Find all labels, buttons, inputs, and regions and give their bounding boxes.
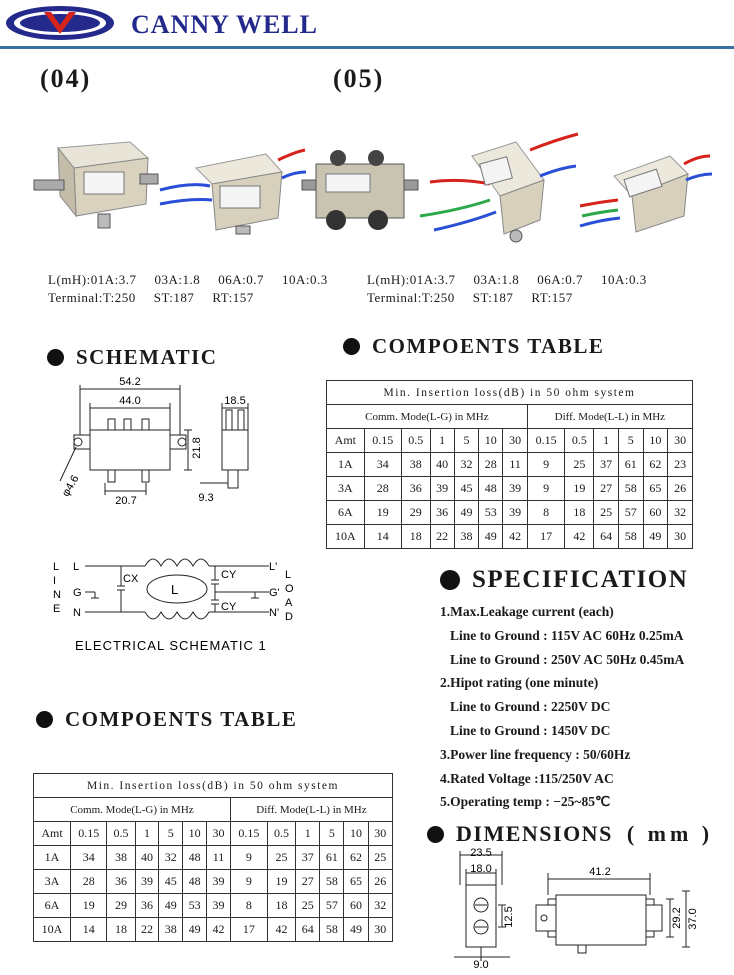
table-cell: 48 — [183, 846, 207, 870]
spec-value: ST:187 — [472, 290, 514, 305]
table-cell: 58 — [618, 525, 643, 549]
table-cell: 49 — [643, 525, 668, 549]
table-cell: 19 — [267, 870, 295, 894]
spec-item: Line to Ground : 2250V DC — [450, 699, 611, 715]
cx-label: CX — [123, 573, 139, 585]
table-cell: 30 — [668, 429, 693, 453]
table-cell: 30 — [668, 525, 693, 549]
table-cell: 38 — [401, 453, 430, 477]
terminal-g: G — [73, 587, 82, 599]
table-cell: 53 — [479, 501, 503, 525]
heading-text: SPECIFICATION — [472, 566, 689, 593]
table-cell: 30 — [207, 822, 231, 846]
heading-text: COMPOENTS TABLE — [372, 334, 605, 358]
heading-unit: ( mm ) — [626, 821, 714, 846]
load-letter: D — [285, 611, 293, 623]
spec-item: Line to Ground : 250V AC 50Hz 0.45mA — [450, 651, 685, 667]
table-header-row — [327, 429, 693, 453]
table-cell: 57 — [320, 894, 344, 918]
heading-dimensions — [427, 821, 713, 847]
table-cell: 28 — [479, 453, 503, 477]
table-cell: 30 — [368, 918, 392, 942]
table-cell: 26 — [668, 477, 693, 501]
table-mode-row — [327, 405, 693, 429]
table-cell: 27 — [594, 477, 619, 501]
table-cell: Amt — [34, 822, 71, 846]
table-cell: 9 — [230, 870, 267, 894]
electrical-caption: ELECTRICAL SCHEMATIC 1 — [75, 638, 267, 653]
spec-value: RT:157 — [531, 290, 573, 305]
table-cell: 17 — [527, 525, 565, 549]
table-cell: 32 — [668, 501, 693, 525]
dim-label: 37.0 — [687, 908, 699, 930]
spec-item: 3.Power line frequency : 50/60Hz — [440, 746, 631, 762]
table-cell: 9 — [527, 477, 565, 501]
spec-line-left-1 — [48, 272, 346, 288]
table-cell: 39 — [503, 501, 527, 525]
table-title-row — [34, 774, 393, 798]
dim-label: 9.0 — [473, 959, 489, 971]
header-rule — [0, 46, 734, 49]
table-row — [327, 501, 693, 525]
table-cell: Min. Insertion loss(dB) in 50 ohm system — [34, 774, 393, 798]
table-cell: Diff. Mode(L-L) in MHz — [527, 405, 692, 429]
bullet-icon — [343, 338, 360, 355]
table-cell: 64 — [296, 918, 320, 942]
brand-logo — [4, 4, 116, 42]
table-cell: 45 — [159, 870, 183, 894]
spec-value: 03A:1.8 — [473, 272, 520, 287]
spec-value: L(mH):01A:3.7 — [48, 272, 137, 287]
dim-label: 18.0 — [470, 863, 492, 875]
table-cell: 19 — [565, 477, 594, 501]
table-cell: 25 — [594, 501, 619, 525]
spec-item: 1.Max.Leakage current (each) — [440, 604, 614, 619]
dim-label: 9.3 — [198, 492, 214, 504]
table-cell: 32 — [368, 894, 392, 918]
filter-photo-1 — [34, 142, 158, 228]
table-cell: 65 — [344, 870, 368, 894]
heading-text: DIMENSIONS — [456, 821, 613, 846]
specification-list — [440, 600, 684, 814]
dim-label: 20.7 — [115, 495, 137, 507]
heading-components-bottom — [36, 707, 297, 732]
table-cell: 49 — [479, 525, 503, 549]
line-letter: N — [53, 589, 61, 601]
product-photos — [20, 120, 720, 270]
terminal-gp: G' — [269, 587, 280, 599]
table-cell: 1 — [296, 822, 320, 846]
table-cell: 10A — [327, 525, 365, 549]
table-cell: 39 — [135, 870, 159, 894]
table-cell: 60 — [643, 501, 668, 525]
bullet-icon — [427, 826, 444, 843]
terminal-l: L — [73, 561, 80, 573]
dim-label: 12.5 — [503, 906, 515, 928]
table-cell: 10 — [344, 822, 368, 846]
table-cell: 10A — [34, 918, 71, 942]
table-cell: 38 — [107, 846, 135, 870]
table-cell: 40 — [135, 846, 159, 870]
cy2-label: CY — [221, 601, 237, 613]
spec-item: 2.Hipot rating (one minute) — [440, 675, 599, 691]
bullet-icon — [440, 570, 460, 590]
table-cell: 19 — [364, 501, 401, 525]
table-cell: 18 — [565, 501, 594, 525]
cy1-label: CY — [221, 569, 237, 581]
table-cell: 57 — [618, 501, 643, 525]
spec-value: 03A:1.8 — [154, 272, 201, 287]
dim-label: 44.0 — [119, 395, 141, 407]
table-cell: 58 — [320, 870, 344, 894]
load-letter: O — [285, 583, 294, 595]
spec-value: L(mH):01A:3.7 — [367, 272, 456, 287]
table-cell: 48 — [183, 870, 207, 894]
table-cell: 36 — [135, 894, 159, 918]
table-cell: 39 — [503, 477, 527, 501]
table-cell: 25 — [565, 453, 594, 477]
table-cell: 9 — [230, 846, 267, 870]
table-cell: 42 — [267, 918, 295, 942]
terminal-n: N — [73, 607, 81, 619]
coil-label: L — [171, 582, 179, 597]
table-cell: 39 — [207, 870, 231, 894]
dim-label: 54.2 — [119, 376, 141, 388]
dim-label: 41.2 — [589, 866, 611, 878]
table-cell: 25 — [368, 846, 392, 870]
table-cell: 14 — [70, 918, 106, 942]
spec-line-left-2 — [48, 290, 272, 306]
table-cell: 53 — [183, 894, 207, 918]
table-cell: 5 — [454, 429, 478, 453]
table-cell: 28 — [364, 477, 401, 501]
table-cell: 49 — [159, 894, 183, 918]
components-table-top — [326, 380, 693, 549]
spec-value: 10A:0.3 — [600, 272, 647, 287]
table-cell: 58 — [618, 477, 643, 501]
table-cell: 42 — [503, 525, 527, 549]
dim-label: 23.5 — [470, 847, 492, 859]
bullet-icon — [36, 711, 53, 728]
table-cell: 5 — [159, 822, 183, 846]
dim-label: φ4.6 — [59, 473, 82, 499]
table-cell: 32 — [159, 846, 183, 870]
table-cell: 3A — [327, 477, 365, 501]
dim-label: 21.8 — [191, 437, 203, 459]
table-cell: 8 — [527, 501, 565, 525]
table-cell: 62 — [643, 453, 668, 477]
table-cell: 64 — [594, 525, 619, 549]
model-05-label: (05) — [333, 64, 385, 93]
line-letter: L — [53, 561, 60, 573]
spec-line-right-1 — [367, 272, 665, 288]
spec-item: Line to Ground : 1450V DC — [450, 722, 611, 738]
table-cell: 11 — [207, 846, 231, 870]
table-cell: 61 — [618, 453, 643, 477]
table-cell: 30 — [368, 822, 392, 846]
brand-name: CANNY WELL — [131, 10, 318, 39]
spec-value: 10A:0.3 — [281, 272, 328, 287]
heading-text: SCHEMATIC — [76, 345, 218, 369]
dim-label: 29.2 — [671, 907, 683, 929]
table-cell: 18 — [267, 894, 295, 918]
table-cell: 32 — [454, 453, 478, 477]
terminal-lp: L' — [269, 561, 278, 573]
table-cell: Comm. Mode(L-G) in MHz — [34, 798, 231, 822]
table-cell: 61 — [320, 846, 344, 870]
table-row — [34, 846, 393, 870]
heading-specification — [440, 566, 688, 594]
table-cell: Min. Insertion loss(dB) in 50 ohm system — [327, 381, 693, 405]
table-cell: 36 — [107, 870, 135, 894]
table-cell: 45 — [454, 477, 478, 501]
table-cell: 1A — [34, 846, 71, 870]
spec-value: 06A:0.7 — [537, 272, 583, 287]
table-cell: 11 — [503, 453, 527, 477]
table-cell: 10 — [479, 429, 503, 453]
table-cell: 5 — [320, 822, 344, 846]
table-cell: 38 — [159, 918, 183, 942]
table-cell: 38 — [454, 525, 478, 549]
table-cell: 27 — [296, 870, 320, 894]
table-cell: 40 — [430, 453, 454, 477]
table-cell: 0.15 — [527, 429, 565, 453]
table-header-row — [34, 822, 393, 846]
table-cell: 1 — [594, 429, 619, 453]
table-cell: 1A — [327, 453, 365, 477]
table-row — [34, 894, 393, 918]
table-cell: 42 — [207, 918, 231, 942]
dim-label: 18.5 — [224, 395, 246, 407]
table-cell: 37 — [594, 453, 619, 477]
electrical-schematic — [55, 548, 295, 658]
table-cell: 49 — [183, 918, 207, 942]
filter-photo-4 — [420, 134, 578, 242]
spec-line-right-2 — [367, 290, 591, 306]
table-cell: 0.5 — [107, 822, 135, 846]
spec-item: Line to Ground : 115V AC 60Hz 0.25mA — [450, 627, 684, 643]
table-cell: 10 — [643, 429, 668, 453]
table-cell: 0.5 — [565, 429, 594, 453]
spec-value: Terminal:T:250 — [367, 290, 455, 305]
table-cell: Comm. Mode(L-G) in MHz — [327, 405, 528, 429]
line-letter: E — [53, 603, 61, 615]
table-cell: 30 — [503, 429, 527, 453]
heading-schematic — [47, 345, 217, 370]
dimensions-drawing — [440, 845, 700, 970]
table-cell: 28 — [70, 870, 106, 894]
spec-value: RT:157 — [212, 290, 254, 305]
table-cell: 0.15 — [230, 822, 267, 846]
schematic-drawing — [50, 375, 290, 510]
table-cell: 37 — [296, 846, 320, 870]
table-cell: 48 — [479, 477, 503, 501]
table-cell: 18 — [401, 525, 430, 549]
table-cell: 60 — [344, 894, 368, 918]
table-cell: Amt — [327, 429, 365, 453]
table-cell: 49 — [454, 501, 478, 525]
table-cell: 0.5 — [267, 822, 295, 846]
table-cell: 22 — [430, 525, 454, 549]
spec-value: Terminal:T:250 — [48, 290, 136, 305]
table-cell: 0.15 — [364, 429, 401, 453]
table-cell: 1 — [430, 429, 454, 453]
filter-photo-2 — [160, 150, 306, 234]
table-cell: 58 — [320, 918, 344, 942]
line-letter: I — [53, 575, 57, 587]
table-cell: 65 — [643, 477, 668, 501]
filter-photo-5 — [580, 156, 712, 232]
table-cell: 18 — [107, 918, 135, 942]
table-cell: 29 — [107, 894, 135, 918]
table-cell: 0.5 — [401, 429, 430, 453]
components-table-bottom — [33, 773, 393, 942]
load-letter: A — [285, 597, 293, 609]
table-mode-row — [34, 798, 393, 822]
table-row — [327, 477, 693, 501]
table-cell: 8 — [230, 894, 267, 918]
load-letter: L — [285, 569, 292, 581]
table-cell: 9 — [527, 453, 565, 477]
spec-value: ST:187 — [153, 290, 195, 305]
table-cell: 25 — [267, 846, 295, 870]
table-cell: 6A — [327, 501, 365, 525]
table-row — [327, 525, 693, 549]
table-cell: Diff. Mode(L-L) in MHz — [230, 798, 392, 822]
table-row — [34, 870, 393, 894]
table-cell: 26 — [368, 870, 392, 894]
heading-components-top — [343, 334, 604, 359]
terminal-np: N' — [269, 607, 280, 619]
table-cell: 6A — [34, 894, 71, 918]
table-cell: 34 — [364, 453, 401, 477]
table-cell: 14 — [364, 525, 401, 549]
table-cell: 19 — [70, 894, 106, 918]
table-cell: 34 — [70, 846, 106, 870]
spec-item: 5.Operating temp : −25~85℃ — [440, 794, 611, 810]
table-cell: 0.15 — [70, 822, 106, 846]
table-cell: 1 — [135, 822, 159, 846]
heading-text: COMPOENTS TABLE — [65, 707, 298, 731]
table-cell: 22 — [135, 918, 159, 942]
table-cell: 10 — [183, 822, 207, 846]
spec-item: 4.Rated Voltage :115/250V AC — [440, 770, 614, 786]
table-cell: 29 — [401, 501, 430, 525]
table-cell: 42 — [565, 525, 594, 549]
model-04-label: (04) — [40, 64, 92, 93]
table-cell: 3A — [34, 870, 71, 894]
filter-photo-3 — [302, 150, 418, 230]
table-row — [327, 453, 693, 477]
table-title-row — [327, 381, 693, 405]
table-cell: 36 — [430, 501, 454, 525]
bullet-icon — [47, 349, 64, 366]
table-cell: 5 — [618, 429, 643, 453]
table-cell: 36 — [401, 477, 430, 501]
table-row — [34, 918, 393, 942]
table-cell: 62 — [344, 846, 368, 870]
spec-value: 06A:0.7 — [218, 272, 264, 287]
table-cell: 49 — [344, 918, 368, 942]
table-cell: 39 — [207, 894, 231, 918]
table-cell: 25 — [296, 894, 320, 918]
table-cell: 17 — [230, 918, 267, 942]
table-cell: 23 — [668, 453, 693, 477]
table-cell: 39 — [430, 477, 454, 501]
